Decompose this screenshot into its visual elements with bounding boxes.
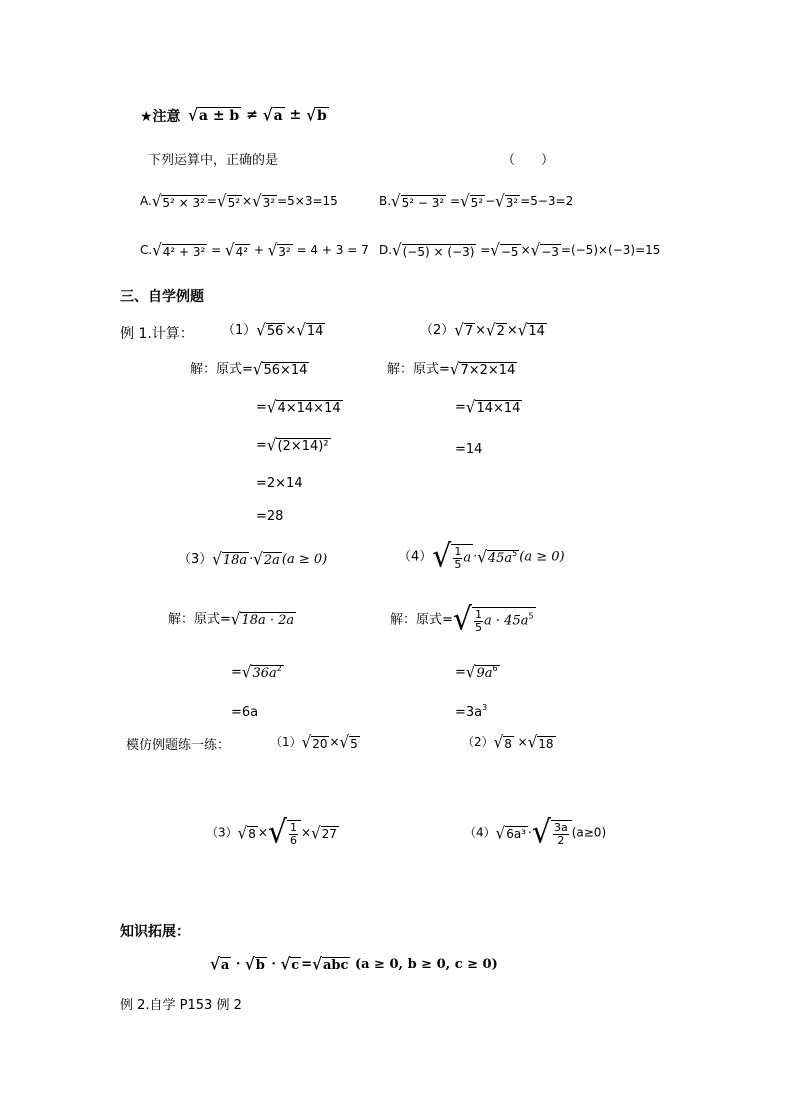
solution1-line4: =2×14	[256, 476, 303, 491]
example1-p2: （2）√7 ×√2 ×√14	[420, 320, 545, 340]
solution4-line1: 解：原式=√ $\frac{1}{5}$ $a \cdot 45a^5$	[390, 601, 534, 638]
note-formula: √a ± b ≠ √a ± √b	[188, 104, 327, 125]
solution1-line3: =√(2×14)²	[256, 435, 329, 455]
solution1-line5: =28	[256, 509, 284, 524]
option-c: C.√4² + 3² = √4² + √3² = 4 + 3 = 7	[140, 240, 369, 260]
example1-p1: （1）√56 ×√14	[222, 320, 324, 340]
extension-title: 知识拓展：	[120, 924, 190, 940]
solution3-line1: 解：原式=√18a · 2a	[168, 609, 295, 629]
solution1-line2: =√4×14×14	[256, 397, 341, 417]
solution2-line1: 解：原式=√7×2×14	[387, 359, 516, 379]
solution3-line2: $=√36a^2$	[231, 662, 282, 682]
solution4-line2: $=√9a^6$	[455, 662, 498, 682]
answer-blank: （ ）	[502, 153, 555, 168]
solution4-line3: $=3a^3$	[455, 703, 488, 720]
solution1-line1: 解：原式=√56×14	[190, 359, 308, 379]
question-text: 下列运算中，正确的是	[148, 153, 279, 168]
example1-p3: （3）√18a ·√2a (a ≥ 0)	[178, 549, 328, 569]
extension-formula: √a · √b · √c =√abc (a ≥ 0, b ≥ 0, c ≥ 0)	[210, 954, 498, 974]
practice-q2: （2）√8 ×√18	[462, 732, 554, 752]
example1-p4: （4）√ $\frac{1}{5}$ $a \cdot√45a^5$ (a ≥ 0)	[398, 538, 565, 575]
example1-label: 例 1.计算：	[120, 326, 194, 342]
practice-q1: （1）√20 ×√5	[270, 732, 358, 752]
solution3-line3: =6a	[231, 705, 259, 720]
example2-label: 例 2.自学 P153 例 2	[120, 998, 242, 1013]
option-b: B.√5² − 3² =√5² −√3² =5−3=2	[379, 191, 574, 211]
option-a: A.√5² × 3² =√5² ×√3² =5×3=15	[140, 191, 338, 211]
solution2-line2: =√14×14	[455, 397, 521, 417]
practice-q4: （4）√6a³ ·√ $\frac{3a}{2}$ (a≥0)	[464, 814, 607, 851]
option-d: D.√(−5) × (−3) =√−5 ×√−3 =(−5)×(−3)=15	[379, 240, 661, 260]
section-title: 三、自学例题	[120, 289, 204, 305]
solution2-line3: =14	[455, 442, 483, 457]
practice-label: 模仿例题练一练：	[126, 738, 231, 753]
practice-q3: （3）√8 ×√ $\frac{1}{6}$ ×√27	[206, 814, 337, 851]
note-label: ★注意	[140, 109, 181, 125]
